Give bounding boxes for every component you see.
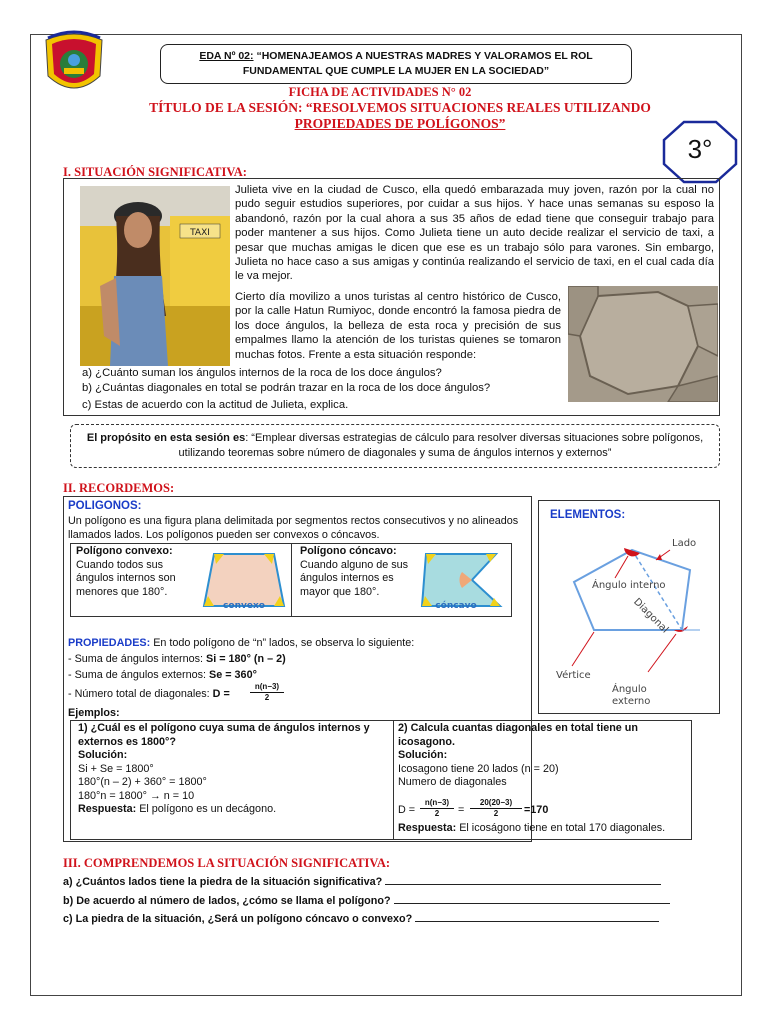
example-1 bbox=[78, 722, 388, 817]
concave-polygon-figure bbox=[416, 548, 506, 612]
example-1-answer-label: Respuesta: bbox=[78, 803, 137, 815]
purpose-box bbox=[70, 424, 720, 468]
example-2-fraction-1 bbox=[420, 798, 454, 819]
fraction-denominator: 2 bbox=[264, 693, 270, 702]
session-title bbox=[60, 100, 740, 132]
properties-label: PROPIEDADES: bbox=[68, 637, 151, 649]
school-crest-logo bbox=[38, 30, 110, 100]
property-2-text: - Suma de ángulos externos: bbox=[68, 669, 210, 681]
purpose-text: : “Emplear diversas estrategias de cálculo para resolver diversas situaciones sobre polígonos, utilizando teoremas sobre número de diagonales y suma de ángulos internos y externos” bbox=[178, 432, 704, 459]
grade-badge bbox=[662, 120, 738, 184]
property-3-text: - Número total de diagonales: bbox=[68, 688, 213, 700]
comprehension-question-a-text: a) ¿Cuántos lados tiene la piedra de la situación significativa? bbox=[63, 876, 386, 888]
label-vertice: Vértice bbox=[556, 670, 591, 681]
ficha-title: FICHA DE ACTIVIDADES N° 02 bbox=[288, 85, 472, 99]
comprehension-question-c-text: c) La piedra de la situación, ¿Será un polígono cóncavo o convexo? bbox=[63, 913, 416, 925]
example-2-frac2-den: 2 bbox=[493, 809, 499, 818]
section-iii-heading: III. COMPRENDEMOS LA SITUACIÓN SIGNIFICATIVA: bbox=[63, 856, 391, 870]
example-1-answer: El polígono es un decágono. bbox=[136, 803, 277, 815]
property-2-formula: Se = 360° bbox=[209, 669, 257, 681]
pentagon-elements-diagram bbox=[540, 520, 716, 710]
eda-title-box bbox=[160, 44, 632, 84]
label-lado: Lado bbox=[672, 538, 697, 549]
example-2-frac2-num: 20(20−3) bbox=[470, 798, 522, 809]
example-2-answer-line bbox=[398, 822, 665, 836]
property-1-formula: Si = 180° (n – 2) bbox=[206, 653, 286, 665]
session-title-line2: PROPIEDADES DE POLÍGONOS” bbox=[294, 116, 506, 131]
example-1-question: 1) ¿Cuál es el polígono cuya suma de ángulos internos y externos es 1800°? bbox=[78, 722, 370, 748]
example-2-question: 2) Calcula cuantas diagonales en total tiene un icosagono. bbox=[398, 722, 638, 748]
convex-title: Polígono convexo: bbox=[76, 545, 173, 557]
property-3 bbox=[68, 688, 230, 702]
eda-text-line2: FUNDAMENTAL QUE CUMPLE LA MUJER EN LA SOCIEDAD” bbox=[242, 65, 550, 77]
fraction-numerator: n(n−3) bbox=[250, 682, 284, 693]
example-2-result: =170 bbox=[524, 804, 549, 816]
concave-description bbox=[300, 545, 410, 599]
property-2 bbox=[68, 669, 257, 683]
twelve-angle-stone-photo bbox=[568, 286, 718, 402]
taxi-sign-text: TAXI bbox=[190, 228, 210, 238]
eda-label: EDA Nº 02: bbox=[199, 50, 254, 62]
example-2-step-1: Icosagono tiene 20 lados (n = 20) bbox=[398, 762, 559, 775]
example-2 bbox=[398, 722, 688, 790]
convex-polygon-figure bbox=[200, 548, 288, 612]
eda-text-line1: “HOMENAJEAMOS A NUESTRAS MADRES Y VALORAMOS EL ROL bbox=[256, 50, 593, 62]
diagonal-fraction bbox=[250, 682, 284, 703]
property-1-text: - Suma de ángulos internos: bbox=[68, 653, 207, 665]
answer-line-c[interactable] bbox=[415, 911, 659, 922]
label-angulo-externo-2: externo bbox=[612, 696, 651, 707]
grade-text: 3° bbox=[687, 134, 713, 164]
convex-description bbox=[76, 545, 191, 599]
example-2-frac1-num: n(n−3) bbox=[420, 798, 454, 809]
section-i-heading: I. SITUACIÓN SIGNIFICATIVA: bbox=[63, 165, 247, 179]
situation-question-b: b) ¿Cuántas diagonales en total se podrán trazar en la roca de los doce ángulos? bbox=[82, 382, 491, 394]
example-2-solution-label: Solución: bbox=[398, 749, 448, 761]
situation-question-c: c) Estas de acuerdo con la actitud de Julieta, explica. bbox=[82, 399, 349, 411]
label-diagonal: Diagonal bbox=[631, 596, 671, 636]
example-1-step-1: Si + Se = 1800° bbox=[78, 762, 154, 775]
answer-line-b[interactable] bbox=[394, 893, 670, 904]
purpose-label: El propósito en esta sesión es bbox=[86, 432, 246, 444]
example-2-answer-label: Respuesta: bbox=[398, 822, 457, 834]
example-1-step-2: 180°(n – 2) + 360° = 1800° bbox=[78, 776, 207, 788]
example-2-fraction-2 bbox=[470, 798, 522, 819]
properties-text: En todo polígono de “n” lados, se observa lo siguiente: bbox=[150, 637, 415, 649]
example-1-solution-label: Solución: bbox=[78, 749, 128, 761]
convex-label: convexo bbox=[223, 601, 265, 611]
section-ii-heading: II. RECORDEMOS: bbox=[63, 481, 175, 495]
label-angulo-interno: Ángulo interno bbox=[592, 580, 666, 591]
example-2-step-2: Numero de diagonales bbox=[398, 776, 507, 788]
convex-text: Cuando todos sus ángulos internos son menores que 180°. bbox=[76, 558, 176, 598]
comprehension-question-c bbox=[63, 911, 659, 927]
concave-text: Cuando alguno de sus ángulos internos es mayor que 180°. bbox=[300, 558, 409, 598]
properties-intro bbox=[68, 637, 414, 651]
example-2-frac1-den: 2 bbox=[434, 809, 440, 818]
poligonos-title: POLIGONOS: bbox=[68, 500, 142, 512]
example-2-answer: El icoságono tiene en total 170 diagonales. bbox=[456, 822, 666, 834]
comprehension-question-a bbox=[63, 874, 661, 890]
property-3-formula: D = bbox=[212, 688, 230, 700]
session-title-line1: TÍTULO DE LA SESIÓN: “RESOLVEMOS SITUACIONES REALES UTILIZANDO bbox=[149, 100, 651, 115]
answer-line-a[interactable] bbox=[385, 874, 661, 885]
label-angulo-externo-1: Ángulo bbox=[612, 684, 647, 695]
concave-label: cóncavo bbox=[435, 601, 477, 611]
situation-question-a: a) ¿Cuánto suman los ángulos internos de la roca de los doce ángulos? bbox=[82, 367, 442, 379]
situation-paragraph-2: Cierto día movilizo a unos turistas al centro histórico de Cusco, por la calle Hatun Rumiyoc, donde encontró la famosa piedra de los doce ángulos, la belleza de esta roca y precisión de sus empalmes llamo la atención de los turistas quienes se tomaron muchas fotos. Frente a esta situación responde: bbox=[235, 291, 561, 361]
example-2-d: D = bbox=[398, 804, 416, 816]
examples-heading: Ejemplos: bbox=[68, 707, 120, 719]
comprehension-question-b bbox=[63, 893, 670, 909]
taxi-driver-photo bbox=[80, 186, 230, 366]
example-1-step-3: 180°n = 1800° → n = 10 bbox=[78, 789, 195, 802]
elements-title: ELEMENTOS: bbox=[550, 509, 626, 521]
comprehension-question-b-text: b) De acuerdo al número de lados, ¿cómo se llama el polígono? bbox=[63, 895, 394, 907]
concave-title: Polígono cóncavo: bbox=[300, 545, 397, 557]
property-1 bbox=[68, 653, 286, 667]
situation-paragraph-1: Julieta vive en la ciudad de Cusco, ella quedó embarazada muy joven, razón por la cual no pudo seguir estudios superiores, por cuidar a sus hijos. Y hace unas semanas su esposo la abandonó, razón por la cual ahora a sus 35 años de edad tiene que conseguir trabajo para poder mantener a sus hijos. Como Julieta tiene un auto decide realizar el servicio de taxi, a pesar que muchas amigas le dicen que ese es un trabajo sólo para varones. Sin embargo, Julieta no hace caso a sus amigas y continúa realizando el servicio de taxi, en el cual cada día le va mejor. bbox=[235, 184, 714, 283]
polygon-definition: Un polígono es una figura plana delimitada por segmentos rectos consecutivos y no alineados llamados lados. Los polígonos pueden ser convexos o cóncavos. bbox=[68, 515, 519, 541]
